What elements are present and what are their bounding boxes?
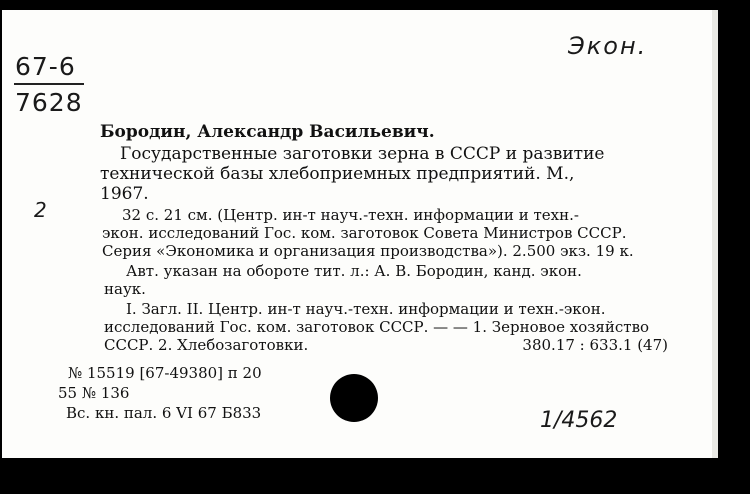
author-heading: Бородин, Александр Васильевич. [100, 122, 435, 142]
record-number-line: № 15519 [67-49380] п 20 [68, 364, 262, 382]
note-line-2: наук. [104, 280, 146, 298]
call-number-bottom: 7628 [15, 88, 83, 117]
subject-note: Экон. [568, 32, 648, 60]
collation-line-3: Серия «Экономика и организация производства»). 2.500 экз. 19 к. [102, 242, 634, 260]
classification-number: 380.17 : 633.1 (47) [522, 336, 668, 354]
tracing-line-2: исследований Гос. ком. заготовок СССР. — — 1. Зерновое хозяйство [104, 318, 650, 336]
call-number-top: 67-6 [15, 52, 76, 81]
card-edge [712, 10, 718, 458]
tracing-line-1: I. Загл. II. Центр. ин-т науч.-техн. информации и техн.-экон. [126, 300, 606, 318]
catalog-card [2, 10, 718, 458]
title-line-2: технической базы хлебоприемных предприятий. М., [100, 164, 575, 184]
title-line-1: Государственные заготовки зерна в СССР и развитие [120, 144, 605, 164]
call-number-divider [14, 83, 84, 85]
tracing-line-3: СССР. 2. Хлебозаготовки. [104, 336, 309, 354]
note-line-1: Авт. указан на обороте тит. л.: А. В. Бородин, канд. экон. [126, 262, 582, 280]
chamber-line: Вс. кн. пал. 6 VI 67 Б833 [66, 404, 262, 422]
margin-mark: 2 [34, 198, 47, 222]
collation-line-2: экон. исследований Гос. ком. заготовок Совета Министров СССР. [102, 224, 627, 242]
title-line-3: 1967. [100, 184, 149, 204]
collation-line-1: 32 с. 21 см. (Центр. ин-т науч.-техн. информации и техн.- [122, 206, 579, 224]
inventory-mark: 1/4562 [540, 408, 618, 433]
print-number-line: 55 № 136 [58, 384, 130, 402]
punch-hole [330, 374, 378, 422]
